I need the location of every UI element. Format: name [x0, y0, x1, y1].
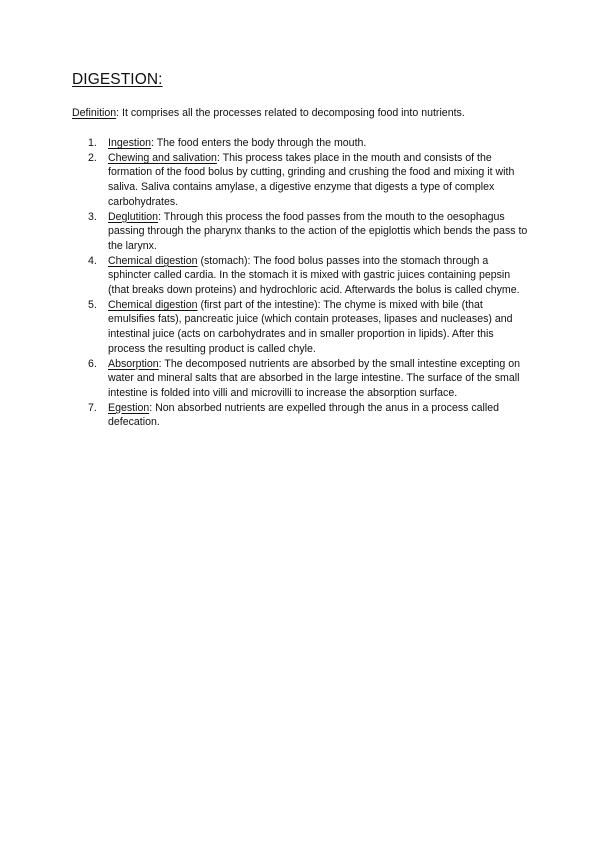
definition-label: Definition — [72, 107, 117, 119]
list-item-text: (first part of the intestine): The chyme is mixed with bile (that emulsifies fats), pancreatic juice (which contain proteases, lipases and nucleases) and intestinal juice (acts on carbohydrates and in smaller proportion in lipids). After this process the resulting product is called chyle. — [108, 298, 513, 355]
list-item-number: 4. — [88, 254, 97, 267]
list-item-term: Absorption — [108, 357, 159, 370]
page-title: DIGESTION: — [72, 71, 163, 88]
list-item-chewing-and-salivation — [72, 151, 528, 210]
list-item-term: Ingestion — [108, 137, 151, 149]
list-item-text: : This process takes place in the mouth and consists of the formation of the food bolus by cutting, grinding and crushing the food and mixing it with saliva. Saliva contains amylase, a digestive enzyme that digests a type of complex carbohydrates. — [108, 151, 515, 208]
list-item-number: 1. — [88, 137, 97, 149]
list-item-text: : Through this process the food passes from the mouth to the oesophagus passing through the pharynx thanks to the action of the epiglottis which bends the pass to the larynx. — [108, 210, 528, 252]
list-item-term: Deglutition — [108, 210, 159, 223]
definition-text: : It comprises all the processes related to decomposing food into nutrients. — [116, 107, 465, 119]
list-item-text: : The food enters the body through the mouth. — [151, 137, 367, 149]
digestion-steps-list — [72, 136, 528, 430]
list-item-chemical-digestion-intestine — [72, 298, 528, 357]
list-item-term: Chemical digestion — [108, 298, 198, 311]
list-item-deglutition — [72, 210, 528, 254]
list-item-number: 5. — [88, 298, 97, 311]
list-item-term: Chemical digestion — [108, 254, 198, 267]
list-item-chemical-digestion-stomach — [72, 254, 528, 298]
list-item-egestion — [72, 401, 528, 430]
list-item-number: 3. — [88, 210, 97, 223]
list-item-text: (stomach): The food bolus passes into the stomach through a sphincter called cardia. In the stomach it is mixed with gastric juices containing pepsin (that breaks down proteins) and hydrochloric acid. Afterwards the bolus is called chyme. — [108, 254, 520, 297]
list-item-term: Egestion — [108, 401, 150, 414]
list-item-ingestion — [72, 136, 528, 151]
definition-paragraph — [72, 106, 532, 121]
list-item-text: : Non absorbed nutrients are expelled through the anus in a process called defecation. — [108, 401, 500, 429]
list-item-number: 6. — [88, 357, 97, 370]
list-item-term: Chewing and salivation — [108, 151, 217, 164]
list-item-text: : The decomposed nutrients are absorbed by the small intestine excepting on water and mineral salts that are absorbed in the large intestine. The surface of the small intestine is folded into villi and microvilli to increase the absorption surface. — [108, 357, 521, 399]
list-item-number: 7. — [88, 401, 97, 414]
list-item-number: 2. — [88, 151, 97, 164]
list-item-absorption — [72, 357, 528, 401]
